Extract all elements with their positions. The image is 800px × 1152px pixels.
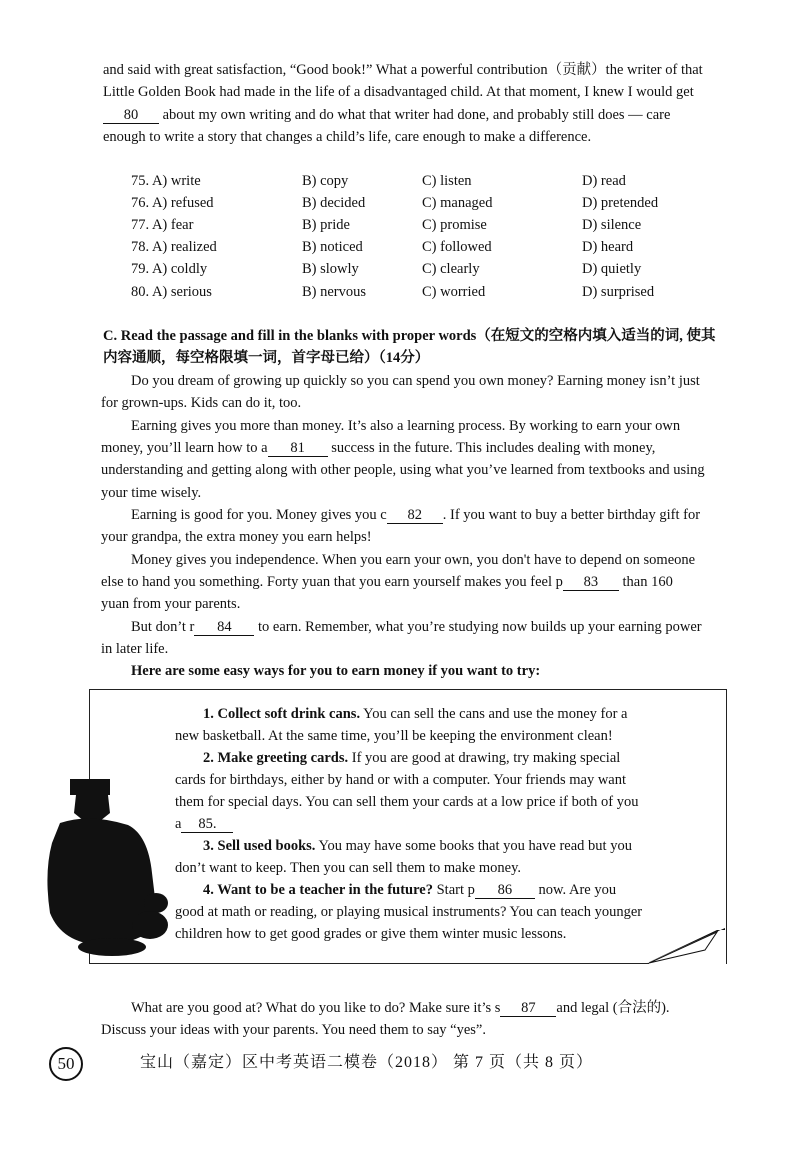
- option-d[interactable]: D) heard: [582, 239, 634, 255]
- option-a[interactable]: 76. A) refused: [131, 195, 214, 211]
- passage-line: in later life.: [101, 641, 169, 657]
- blank-86[interactable]: 86: [475, 882, 535, 899]
- passage-line: yuan from your parents.: [101, 596, 241, 612]
- option-c[interactable]: C) worried: [422, 284, 486, 300]
- blank-87[interactable]: 87: [500, 1000, 556, 1017]
- blank-85[interactable]: 85.: [181, 816, 233, 833]
- passage-line: Do you dream of growing up quickly so you can spend you own money? Earning money isn’t just: [131, 373, 700, 389]
- option-d[interactable]: D) quietly: [582, 261, 642, 277]
- blank-81[interactable]: 81: [268, 440, 328, 457]
- tip-text: now. Are you: [538, 882, 617, 898]
- closing-text: and legal (合法的).: [556, 1000, 670, 1016]
- passage-line: [101, 438, 655, 458]
- passage-line: and said with great satisfaction, “Good book!” What a powerful contribution（贡献）the writer of that: [103, 62, 703, 78]
- option-a[interactable]: 77. A) fear: [131, 217, 194, 233]
- tip-text: You can sell the cans and use the money for a: [360, 706, 628, 722]
- passage-line: [131, 505, 700, 525]
- tip-text: You may have some books that you have read but you: [315, 838, 632, 854]
- passage-text: money, you’ll learn how to a: [101, 440, 268, 456]
- blank-80[interactable]: 80: [103, 107, 159, 124]
- passage-line: [101, 572, 673, 592]
- tip-text: a: [175, 816, 182, 832]
- tip-line: cards for birthdays, either by hand or with a computer. Your friends may want: [175, 772, 627, 788]
- section-c-title-cont: 内容通顺，每空格限填一词，首字母已给）（14分）: [103, 350, 430, 366]
- tip-item: [203, 748, 620, 768]
- option-b[interactable]: B) slowly: [302, 261, 359, 277]
- option-d[interactable]: D) read: [582, 173, 626, 189]
- tip-text: If you are good at drawing, try making special: [348, 750, 621, 766]
- passage-line: Little Golden Book had made in the life of a disadvantaged child. At that moment, I knew I would get: [103, 84, 694, 100]
- closing-text: What are you good at? What do you like to do? Make sure it’s s: [131, 1000, 501, 1016]
- tip-line: [175, 814, 233, 834]
- option-b[interactable]: B) noticed: [302, 239, 363, 255]
- tip-title: 1. Collect soft drink cans.: [203, 706, 361, 722]
- blank-84[interactable]: 84: [194, 619, 254, 636]
- passage-line: Money gives you independence. When you earn your own, you don't have to depend on someone: [131, 552, 696, 568]
- option-a[interactable]: 78. A) realized: [131, 239, 217, 255]
- passage-line: Earning gives you more than money. It’s also a learning process. By working to earn your own: [131, 418, 681, 434]
- section-c-title: C. Read the passage and fill in the blanks with proper words（在短文的空格内填入适当的词, 使其: [103, 328, 716, 344]
- option-c[interactable]: C) promise: [422, 217, 487, 233]
- option-d[interactable]: D) surprised: [582, 284, 655, 300]
- tip-line: don’t want to keep. Then you can sell them to make money.: [175, 860, 522, 876]
- passage-text: . If you want to buy a better birthday gift for: [442, 507, 701, 523]
- option-c[interactable]: C) clearly: [422, 261, 480, 277]
- passage-line: your grandpa, the extra money you earn helps!: [101, 529, 372, 545]
- tips-box-bottom-border: [89, 963, 649, 964]
- tip-item: [203, 836, 632, 856]
- option-b[interactable]: B) copy: [302, 173, 349, 189]
- tip-item: [203, 880, 616, 900]
- tip-text: Start p: [432, 882, 475, 898]
- option-d[interactable]: D) silence: [582, 217, 642, 233]
- passage-text: than 160: [622, 574, 673, 590]
- tip-title: 4. Want to be a teacher in the future?: [203, 882, 433, 898]
- passage-text: to earn. Remember, what you’re studying now builds up your earning power: [258, 619, 702, 635]
- option-b[interactable]: B) pride: [302, 217, 350, 233]
- passage-text: success in the future. This includes dealing with money,: [331, 440, 656, 456]
- option-a[interactable]: 79. A) coldly: [131, 261, 208, 277]
- passage-text: Earning is good for you. Money gives you c: [131, 507, 387, 523]
- option-c[interactable]: C) listen: [422, 173, 472, 189]
- option-b[interactable]: B) decided: [302, 195, 366, 211]
- tip-title: 2. Make greeting cards.: [203, 750, 349, 766]
- passage-text: else to hand you something. Forty yuan that you earn yourself makes you feel p: [101, 574, 563, 590]
- tip-line: good at math or reading, or playing musical instruments? You can teach younger: [175, 904, 643, 920]
- option-c[interactable]: C) followed: [422, 239, 492, 255]
- page-number-badge: 50: [49, 1047, 83, 1081]
- passage-line: [103, 105, 670, 125]
- blank-83[interactable]: 83: [563, 574, 619, 591]
- option-d[interactable]: D) pretended: [582, 195, 659, 211]
- tip-line: new basketball. At the same time, you’ll be keeping the environment clean!: [175, 728, 613, 744]
- option-a[interactable]: 80. A) serious: [131, 284, 212, 300]
- blank-82[interactable]: 82: [387, 507, 443, 524]
- tip-item: [203, 704, 627, 724]
- page-curl-icon: [645, 928, 727, 966]
- tip-line: them for special days. You can sell them your cards at a low price if both of you: [175, 794, 639, 810]
- person-silhouette-icon: [40, 773, 180, 958]
- passage-line: for grown-ups. Kids can do it, too.: [101, 395, 302, 411]
- footer-text: 宝山（嘉定）区中考英语二模卷（2018） 第 7 页（共 8 页）: [140, 1054, 594, 1071]
- passage-line: your time wisely.: [101, 485, 202, 501]
- closing-line: Discuss your ideas with your parents. You need them to say “yes”.: [101, 1022, 486, 1038]
- section-heading: Here are some easy ways for you to earn money if you want to try:: [131, 663, 541, 679]
- option-b[interactable]: B) nervous: [302, 284, 367, 300]
- passage-line: [131, 617, 702, 637]
- tip-line: children how to get good grades or give them winter music lessons.: [175, 926, 567, 942]
- closing-line: [131, 998, 670, 1018]
- passage-line: enough to write a story that changes a child’s life, care enough to make a difference.: [103, 129, 592, 145]
- option-a[interactable]: 75. A) write: [131, 173, 201, 189]
- passage-text: about my own writing and do what that writer had done, and probably still does — care: [162, 107, 671, 123]
- passage-line: understanding and getting along with other people, using what you’ve learned from textbooks and using: [101, 462, 705, 478]
- passage-text: But don’t r: [131, 619, 195, 635]
- option-c[interactable]: C) managed: [422, 195, 493, 211]
- tip-title: 3. Sell used books.: [203, 838, 316, 854]
